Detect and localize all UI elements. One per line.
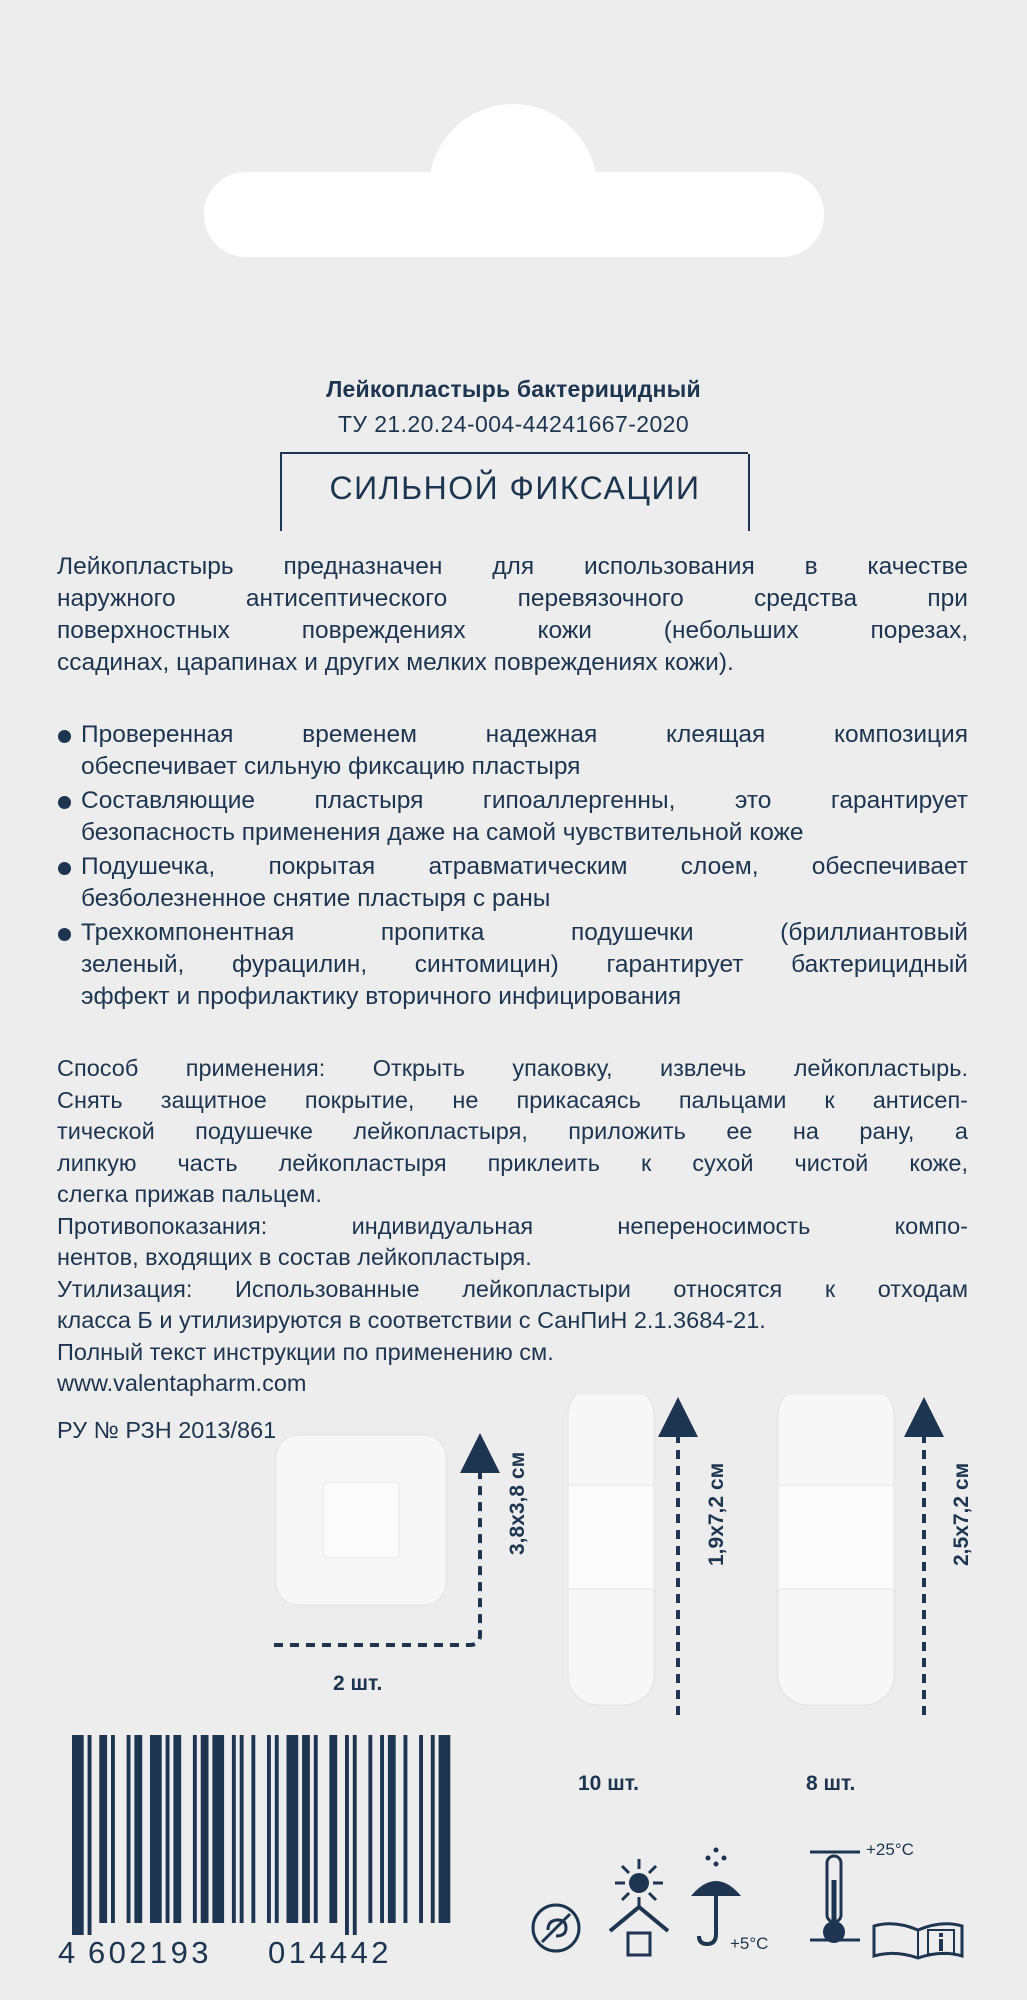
usage-line: нентов, входящих в состав лейкопластыря. [57, 1244, 532, 1270]
feature-line: Трехкомпонентная пропитка подушечки (бриллиантовый [81, 919, 968, 946]
plaster-size-label: 3,8х3,8 см [506, 1451, 529, 1555]
product-subtitle: СИЛЬНОЙ ФИКСАЦИИ [329, 470, 701, 506]
usage-line: Утилизация: Использованные лейкопластыри относятся к отходам [57, 1275, 968, 1302]
barcode-bar [212, 1735, 224, 1923]
feature-line: зеленый, фурацилин, синтомицин) гарантирует бактерицидный [81, 951, 968, 978]
feature-item [57, 785, 968, 849]
barcode-bar [314, 1735, 318, 1923]
description-line: поверхностных повреждениях кожи (небольших порезах, [57, 617, 968, 644]
hang-slot [204, 172, 824, 257]
feature-line: Подушечка, покрытая атравматическим слоем, обеспечивает [81, 853, 968, 880]
usage-line: Снять защитное покрытие, не прикасаясь пальцами к антисеп- [57, 1086, 968, 1113]
usage-line: липкую часть лейкопластыря приклеить к сухой чистой коже, [57, 1149, 968, 1176]
barcode-bar [353, 1735, 357, 1935]
product-spec: ТУ 21.20.24-004-44241667-2020 [337, 411, 690, 437]
feature-item [57, 851, 968, 915]
usage-line: Противопоказания: индивидуальная непереносимость компо- [57, 1212, 968, 1239]
usage-line: слегка прижав пальцем. [57, 1181, 322, 1207]
barcode-bar [232, 1735, 236, 1923]
barcode-bar [419, 1735, 423, 1923]
product-title: Лейкопластырь бактерицидный [326, 376, 701, 402]
plaster-wide-strip [778, 1395, 924, 1715]
usage-line: класса Б и утилизируются в соответствии с СанПиН 2.1.3684-21. [57, 1307, 766, 1333]
barcode-bar [302, 1735, 310, 1923]
usage-line: Полный текст инструкции по применению см. [57, 1338, 554, 1365]
feature-line: обеспечивает сильную фиксацию пластыря [81, 753, 581, 780]
plaster-size-label: 2,5х7,2 см [950, 1462, 973, 1566]
feature-line: безболезненное снятие пластыря с раны [81, 885, 551, 912]
barcode-bar [345, 1735, 349, 1935]
temperature-min-label: +5°C [730, 1934, 769, 1953]
feature-item [57, 917, 968, 1013]
barcode-digit-first: 4 [58, 1935, 79, 1970]
usage-instructions [57, 1053, 968, 1400]
feature-line: Проверенная временем надежная клеящая композиция [81, 721, 968, 748]
barcode-bar [329, 1735, 337, 1923]
barcode-bar [380, 1735, 384, 1923]
barcode-bar [240, 1735, 244, 1923]
barcode-bar [251, 1735, 255, 1923]
feature-line: Составляющие пластыря гипоаллергенны, это гарантирует [81, 787, 968, 814]
barcode-bar [193, 1735, 197, 1923]
barcode-bar [150, 1735, 162, 1923]
description-line: ссадинах, царапинах и других мелких повреждениях кожи). [57, 649, 734, 676]
plaster-count: 2 шт. [333, 1672, 383, 1695]
barcode-bar [134, 1735, 142, 1923]
feature-item [57, 719, 968, 783]
plaster-narrow-strip [568, 1395, 678, 1715]
barcode-bar [72, 1735, 84, 1935]
barcode-bar [404, 1735, 408, 1923]
plaster-square [274, 1435, 480, 1645]
barcode-bar [173, 1735, 181, 1923]
feature-line: эффект и профилактику вторичного инфицирования [81, 983, 682, 1010]
barcode-digits-right: 014442 [268, 1935, 392, 1970]
barcode-bar [99, 1735, 107, 1923]
barcode-bar [166, 1735, 170, 1923]
barcode-bar [127, 1735, 131, 1923]
usage-line: тической подушечке лейкопластыря, приложить ее на рану, а [57, 1118, 968, 1144]
description-line: наружного антисептического перевязочного средства при [57, 585, 968, 612]
plaster-count: 8 шт. [806, 1772, 856, 1795]
feature-line: безопасность применения даже на самой чувствительной коже [81, 819, 804, 846]
barcode-bar [431, 1735, 435, 1923]
consult-instructions-icon [870, 1920, 966, 1960]
website-link[interactable]: www.valentapharm.com [57, 1370, 307, 1396]
description-line: Лейкопластырь предназначен для использования в качестве [57, 553, 968, 580]
barcode-bar [388, 1735, 396, 1923]
barcode-bar [287, 1735, 299, 1923]
barcode-digits-left: 602193 [88, 1935, 212, 1970]
barcode-bar [275, 1735, 279, 1923]
usage-line: Способ применения: Открыть упаковку, извлечь лейкопластырь. [57, 1055, 968, 1081]
barcode-bar [267, 1735, 271, 1923]
no-reuse-icon [528, 1900, 584, 1956]
barcode [72, 1735, 452, 1935]
barcode-bar [88, 1735, 92, 1935]
feature-list [57, 719, 968, 1015]
barcode-bar [439, 1735, 451, 1923]
plaster-count: 10 шт. [578, 1772, 639, 1795]
plaster-size-label: 1,9х7,2 см [705, 1462, 728, 1566]
barcode-bar [368, 1735, 372, 1923]
keep-away-from-sunlight-icon [604, 1855, 674, 1965]
registration-number: РУ № РЗН 2013/861 [57, 1417, 277, 1443]
barcode-bar [201, 1735, 209, 1923]
description [57, 551, 968, 679]
temperature-max-label: +25°C [866, 1840, 914, 1859]
barcode-bar [111, 1735, 115, 1923]
